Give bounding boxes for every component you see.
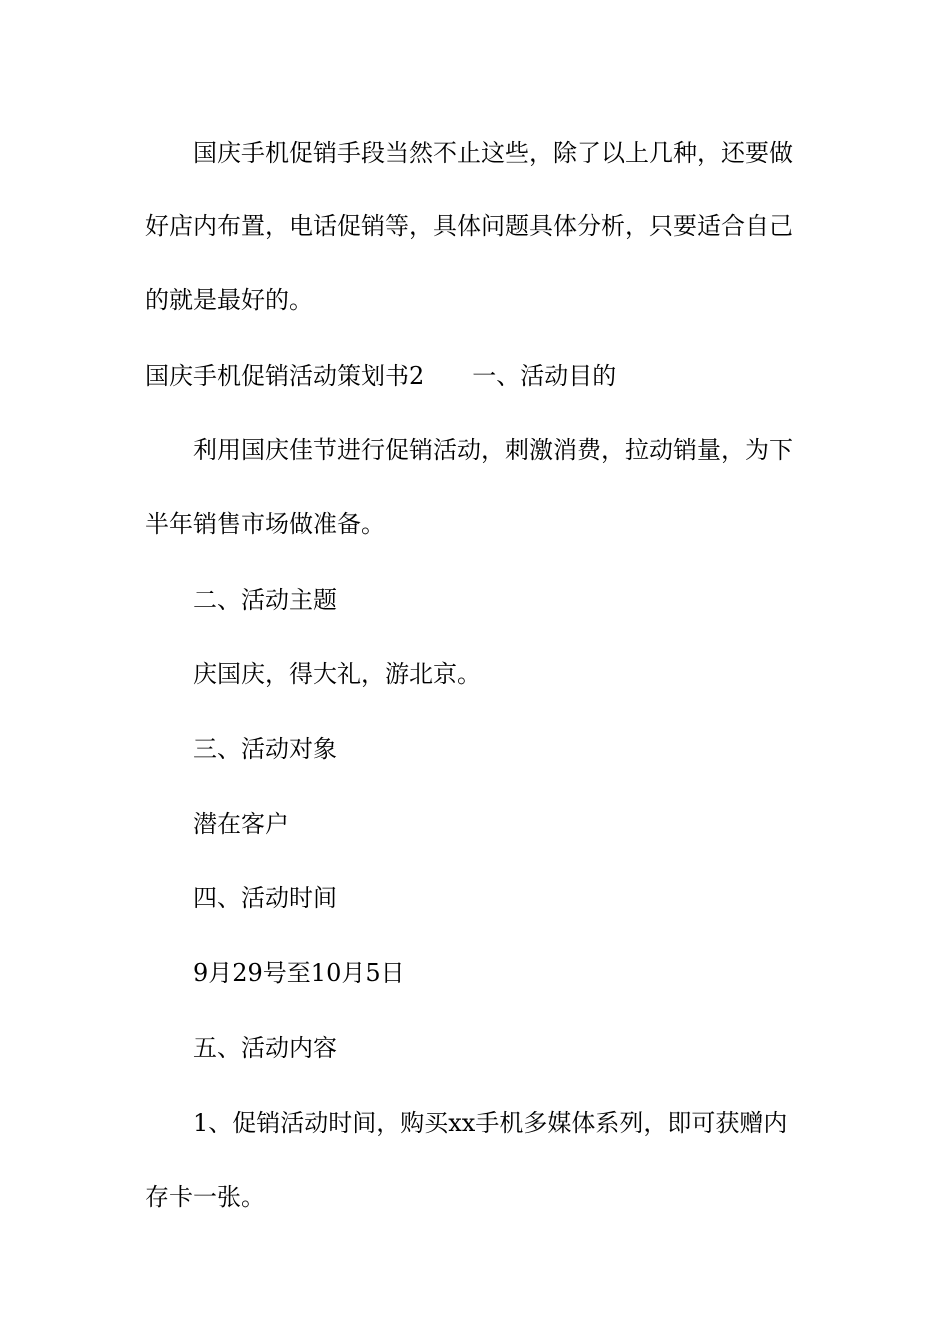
paragraph-line: 的就是最好的。 (145, 286, 313, 314)
paragraph-line: 潜在客户 (193, 810, 289, 838)
document-title: 国庆手机促销活动策划书2 (145, 362, 425, 390)
paragraph-line: 半年销售市场做准备。 (145, 510, 385, 538)
paragraph-line: 1、促销活动时间，购买xx手机多媒体系列，即可获赠内 (193, 1109, 788, 1137)
paragraph-line: 好店内布置，电话促销等，具体问题具体分析，只要适合自己 (145, 212, 793, 240)
title-row (145, 361, 825, 391)
paragraph-line: 庆国庆，得大礼，游北京。 (193, 660, 481, 688)
paragraph-line: 利用国庆佳节进行促销活动，刺激消费，拉动销量，为下 (193, 436, 793, 464)
section-heading: 四、活动时间 (193, 884, 337, 912)
section-heading: 三、活动对象 (193, 735, 337, 763)
section-heading: 一、活动目的 (472, 362, 617, 390)
section-heading: 五、活动内容 (193, 1034, 337, 1062)
section-heading: 二、活动主题 (193, 586, 337, 614)
paragraph-line: 国庆手机促销手段当然不止这些，除了以上几种，还要做 (193, 139, 793, 167)
paragraph-line: 9月29号至10月5日 (193, 959, 405, 987)
paragraph-line: 存卡一张。 (145, 1183, 265, 1211)
